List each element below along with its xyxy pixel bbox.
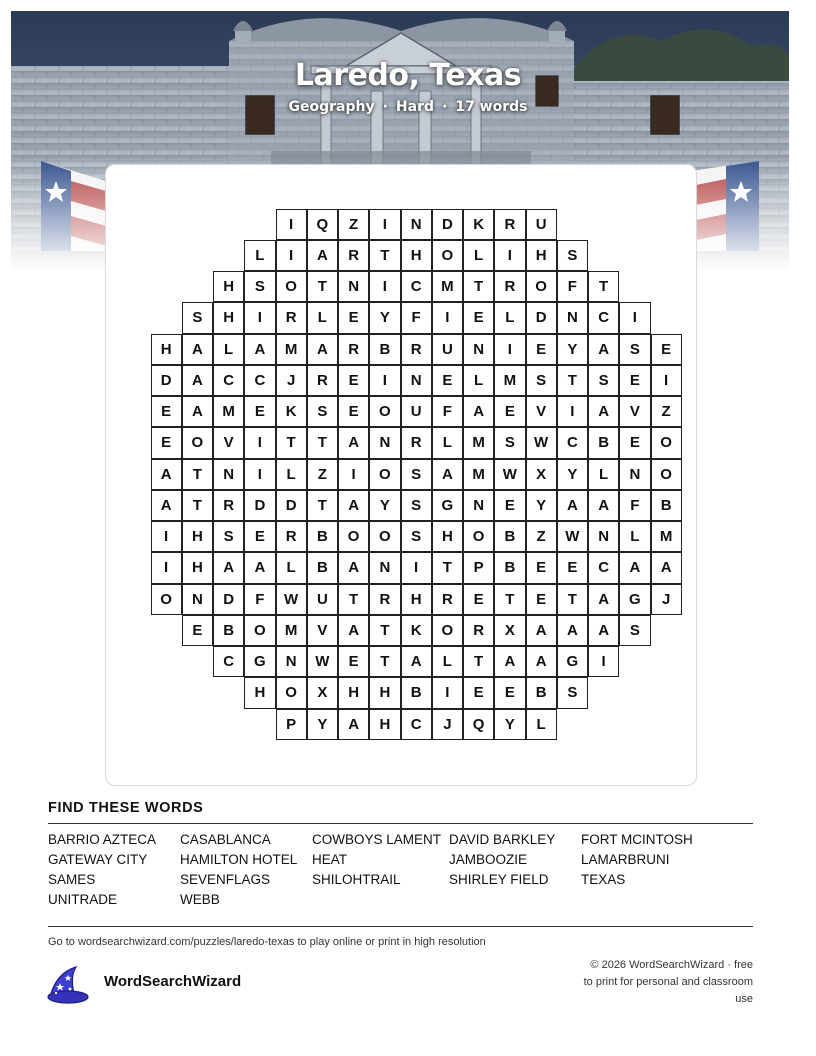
- grid-cell[interactable]: C: [557, 427, 588, 458]
- grid-cell[interactable]: C: [401, 709, 432, 740]
- grid-cell[interactable]: E: [557, 552, 588, 583]
- meta-separator: ·: [442, 99, 448, 115]
- grid-cell[interactable]: T: [307, 427, 338, 458]
- puzzle-meta: [0, 99, 816, 115]
- word-item: SHILOHTRAIL: [312, 872, 401, 887]
- grid-cell[interactable]: J: [276, 365, 307, 396]
- grid-cell[interactable]: R: [494, 209, 525, 240]
- grid-cell[interactable]: A: [338, 490, 369, 521]
- grid-cell[interactable]: S: [307, 396, 338, 427]
- grid-cell[interactable]: N: [369, 552, 400, 583]
- grid-cell[interactable]: P: [276, 709, 307, 740]
- grid-cell[interactable]: A: [401, 646, 432, 677]
- grid-cell[interactable]: I: [151, 552, 182, 583]
- grid-cell[interactable]: O: [432, 615, 463, 646]
- grid-cell[interactable]: E: [338, 646, 369, 677]
- grid-cell[interactable]: O: [369, 459, 400, 490]
- grid-cell[interactable]: R: [369, 584, 400, 615]
- grid-cell[interactable]: T: [463, 271, 494, 302]
- grid-cell[interactable]: F: [619, 490, 650, 521]
- grid-cell[interactable]: E: [494, 677, 525, 708]
- grid-cell[interactable]: T: [307, 490, 338, 521]
- grid-cell[interactable]: O: [651, 427, 682, 458]
- grid-cell[interactable]: T: [494, 584, 525, 615]
- grid-cell[interactable]: B: [494, 552, 525, 583]
- grid-cell[interactable]: T: [276, 427, 307, 458]
- word-item: GATEWAY CITY: [48, 852, 148, 867]
- grid-cell[interactable]: E: [494, 490, 525, 521]
- grid-cell[interactable]: C: [588, 552, 619, 583]
- grid-cell[interactable]: S: [213, 521, 244, 552]
- grid-cell[interactable]: E: [151, 396, 182, 427]
- grid-cell[interactable]: T: [307, 271, 338, 302]
- grid-cell[interactable]: E: [494, 396, 525, 427]
- grid-cell[interactable]: L: [432, 646, 463, 677]
- word-item: HAMILTON HOTEL: [180, 852, 298, 867]
- grid-cell[interactable]: S: [401, 521, 432, 552]
- grid-cell[interactable]: I: [369, 209, 400, 240]
- grid-cell[interactable]: O: [276, 271, 307, 302]
- grid-cell[interactable]: W: [307, 646, 338, 677]
- grid-cell[interactable]: L: [307, 302, 338, 333]
- grid-cell[interactable]: N: [588, 521, 619, 552]
- grid-cell[interactable]: C: [588, 302, 619, 333]
- grid-cell[interactable]: I: [151, 521, 182, 552]
- grid-cell[interactable]: D: [432, 209, 463, 240]
- grid-cell[interactable]: I: [494, 240, 525, 271]
- grid-cell[interactable]: O: [182, 427, 213, 458]
- grid-cell[interactable]: A: [244, 552, 275, 583]
- grid-cell[interactable]: H: [244, 677, 275, 708]
- grid-cell[interactable]: I: [338, 459, 369, 490]
- difficulty-label: Hard: [395, 99, 434, 115]
- grid-cell[interactable]: V: [619, 396, 650, 427]
- grid-cell[interactable]: A: [588, 396, 619, 427]
- grid-cell[interactable]: R: [338, 334, 369, 365]
- grid-cell[interactable]: R: [307, 365, 338, 396]
- grid-cell[interactable]: X: [307, 677, 338, 708]
- grid-cell[interactable]: H: [182, 552, 213, 583]
- grid-cell[interactable]: S: [619, 615, 650, 646]
- grid-cell[interactable]: Y: [369, 302, 400, 333]
- grid-cell[interactable]: P: [463, 552, 494, 583]
- grid-cell[interactable]: A: [338, 615, 369, 646]
- grid-cell[interactable]: H: [401, 240, 432, 271]
- grid-cell[interactable]: B: [526, 677, 557, 708]
- meta-separator: ·: [382, 99, 388, 115]
- grid-cell[interactable]: O: [151, 584, 182, 615]
- grid-cell[interactable]: Q: [463, 709, 494, 740]
- grid-cell[interactable]: O: [276, 677, 307, 708]
- grid-cell[interactable]: B: [307, 552, 338, 583]
- grid-cell[interactable]: A: [338, 709, 369, 740]
- grid-cell[interactable]: N: [557, 302, 588, 333]
- grid-cell[interactable]: U: [401, 396, 432, 427]
- grid-cell[interactable]: O: [526, 271, 557, 302]
- title-block: [0, 58, 816, 115]
- grid-cell[interactable]: K: [276, 396, 307, 427]
- grid-cell[interactable]: L: [276, 552, 307, 583]
- grid-cell[interactable]: M: [494, 365, 525, 396]
- grid-cell[interactable]: T: [588, 271, 619, 302]
- grid-cell[interactable]: O: [432, 240, 463, 271]
- footer-url-text[interactable]: Go to wordsearchwizard.com/puzzles/laredo-texas to play online or print in high resolution: [48, 936, 486, 948]
- word-item: LAMARBRUNI: [581, 852, 670, 867]
- grid-cell[interactable]: E: [182, 615, 213, 646]
- grid-cell[interactable]: N: [401, 209, 432, 240]
- grid-cell[interactable]: R: [401, 427, 432, 458]
- grid-cell[interactable]: S: [619, 334, 650, 365]
- grid-cell[interactable]: L: [526, 709, 557, 740]
- grid-cell[interactable]: E: [244, 396, 275, 427]
- word-count-label: 17 words: [455, 99, 528, 115]
- grid-cell[interactable]: A: [151, 490, 182, 521]
- grid-cell[interactable]: A: [588, 490, 619, 521]
- grid-cell[interactable]: V: [526, 396, 557, 427]
- grid-cell[interactable]: I: [401, 552, 432, 583]
- grid-cell[interactable]: F: [432, 396, 463, 427]
- grid-cell[interactable]: I: [244, 459, 275, 490]
- grid-cell[interactable]: I: [557, 396, 588, 427]
- grid-cell[interactable]: A: [338, 427, 369, 458]
- grid-cell[interactable]: A: [151, 459, 182, 490]
- grid-cell[interactable]: T: [369, 646, 400, 677]
- grid-cell[interactable]: N: [213, 459, 244, 490]
- grid-cell[interactable]: A: [588, 584, 619, 615]
- grid-cell[interactable]: F: [244, 584, 275, 615]
- grid-cell[interactable]: S: [401, 490, 432, 521]
- grid-cell[interactable]: R: [463, 615, 494, 646]
- grid-cell[interactable]: M: [651, 521, 682, 552]
- grid-cell[interactable]: T: [369, 615, 400, 646]
- grid-cell[interactable]: M: [213, 396, 244, 427]
- grid-cell[interactable]: N: [463, 490, 494, 521]
- grid-cell[interactable]: C: [401, 271, 432, 302]
- grid-cell[interactable]: I: [494, 334, 525, 365]
- word-item: TEXAS: [581, 872, 626, 887]
- grid-cell[interactable]: X: [494, 615, 525, 646]
- grid-cell[interactable]: M: [276, 334, 307, 365]
- grid-cell[interactable]: Z: [526, 521, 557, 552]
- grid-cell[interactable]: B: [213, 615, 244, 646]
- wizard-hat-icon: [46, 963, 92, 1005]
- divider: [48, 823, 753, 824]
- grid-cell[interactable]: E: [151, 427, 182, 458]
- grid-cell[interactable]: A: [432, 459, 463, 490]
- grid-cell[interactable]: D: [276, 490, 307, 521]
- grid-cell[interactable]: S: [182, 302, 213, 333]
- grid-cell[interactable]: I: [619, 302, 650, 333]
- grid-cell[interactable]: E: [619, 365, 650, 396]
- grid-cell[interactable]: N: [463, 334, 494, 365]
- grid-cell[interactable]: H: [213, 271, 244, 302]
- grid-cell[interactable]: D: [244, 490, 275, 521]
- grid-cell[interactable]: V: [307, 615, 338, 646]
- grid-cell[interactable]: L: [432, 427, 463, 458]
- grid-cell[interactable]: H: [338, 677, 369, 708]
- divider: [48, 926, 753, 927]
- brand-name: WordSearchWizard: [104, 973, 242, 990]
- grid-cell[interactable]: Y: [307, 709, 338, 740]
- grid-cell[interactable]: O: [369, 521, 400, 552]
- grid-cell[interactable]: C: [213, 365, 244, 396]
- word-item: SEVENFLAGS: [180, 872, 271, 887]
- grid-cell[interactable]: S: [494, 427, 525, 458]
- word-item: DAVID BARKLEY: [449, 832, 556, 847]
- grid-cell[interactable]: A: [526, 646, 557, 677]
- grid-cell[interactable]: L: [494, 302, 525, 333]
- grid-cell[interactable]: T: [432, 552, 463, 583]
- grid-cell[interactable]: D: [526, 302, 557, 333]
- grid-cell[interactable]: U: [432, 334, 463, 365]
- grid-cell[interactable]: R: [432, 584, 463, 615]
- grid-cell[interactable]: H: [369, 709, 400, 740]
- grid-cell[interactable]: B: [401, 677, 432, 708]
- grid-cell[interactable]: I: [244, 427, 275, 458]
- grid-cell[interactable]: E: [463, 584, 494, 615]
- grid-cell[interactable]: L: [463, 240, 494, 271]
- grid-cell[interactable]: T: [369, 240, 400, 271]
- grid-cell[interactable]: E: [244, 521, 275, 552]
- grid-cell[interactable]: A: [213, 552, 244, 583]
- grid-cell[interactable]: W: [557, 521, 588, 552]
- grid-cell[interactable]: L: [244, 240, 275, 271]
- grid-cell[interactable]: L: [463, 365, 494, 396]
- grid-cell[interactable]: H: [151, 334, 182, 365]
- grid-cell[interactable]: D: [213, 584, 244, 615]
- category-label: Geography: [288, 99, 375, 115]
- grid-cell[interactable]: E: [338, 302, 369, 333]
- word-item: COWBOYS LAMENT: [312, 832, 442, 847]
- grid-cell[interactable]: R: [276, 521, 307, 552]
- word-item: HEAT: [312, 852, 348, 867]
- grid-cell[interactable]: M: [463, 459, 494, 490]
- grid-cell[interactable]: S: [557, 240, 588, 271]
- grid-cell[interactable]: E: [526, 552, 557, 583]
- grid-cell[interactable]: A: [338, 552, 369, 583]
- grid-cell[interactable]: T: [463, 646, 494, 677]
- grid-cell[interactable]: H: [213, 302, 244, 333]
- grid-cell[interactable]: E: [526, 334, 557, 365]
- grid-cell[interactable]: I: [276, 240, 307, 271]
- grid-cell[interactable]: W: [526, 427, 557, 458]
- grid-cell[interactable]: H: [182, 521, 213, 552]
- grid-cell[interactable]: A: [182, 334, 213, 365]
- grid-cell[interactable]: T: [557, 365, 588, 396]
- grid-cell[interactable]: I: [432, 302, 463, 333]
- grid-cell[interactable]: G: [557, 646, 588, 677]
- grid-cell[interactable]: X: [526, 459, 557, 490]
- word-item: SAMES: [48, 872, 96, 887]
- word-item: SHIRLEY FIELD: [449, 872, 549, 887]
- grid-cell[interactable]: T: [338, 584, 369, 615]
- grid-cell[interactable]: L: [619, 521, 650, 552]
- grid-cell[interactable]: E: [651, 334, 682, 365]
- grid-cell[interactable]: L: [588, 459, 619, 490]
- grid-cell[interactable]: Z: [651, 396, 682, 427]
- word-item: JAMBOOZIE: [449, 852, 528, 867]
- grid-cell[interactable]: B: [307, 521, 338, 552]
- grid-cell[interactable]: G: [432, 490, 463, 521]
- grid-cell[interactable]: R: [494, 271, 525, 302]
- grid-cell[interactable]: Y: [526, 490, 557, 521]
- grid-cell[interactable]: Y: [494, 709, 525, 740]
- grid-cell[interactable]: A: [182, 396, 213, 427]
- grid-cell[interactable]: N: [182, 584, 213, 615]
- grid-cell[interactable]: T: [557, 584, 588, 615]
- page-title: Laredo, Texas: [294, 58, 522, 93]
- grid-cell[interactable]: O: [338, 521, 369, 552]
- grid-cell[interactable]: H: [369, 677, 400, 708]
- grid-cell[interactable]: S: [244, 271, 275, 302]
- grid-cell[interactable]: L: [276, 459, 307, 490]
- grid-cell[interactable]: S: [588, 365, 619, 396]
- grid-cell[interactable]: E: [463, 302, 494, 333]
- grid-cell[interactable]: M: [463, 427, 494, 458]
- grid-cell[interactable]: S: [401, 459, 432, 490]
- grid-cell[interactable]: C: [244, 365, 275, 396]
- grid-cell[interactable]: Y: [369, 490, 400, 521]
- copyright-text: © 2026 WordSearchWizard · free to print for personal and classroom use: [583, 959, 753, 1005]
- grid-cell[interactable]: B: [651, 490, 682, 521]
- grid-cell[interactable]: E: [526, 584, 557, 615]
- grid-cell[interactable]: I: [369, 271, 400, 302]
- word-list-heading: FIND THESE WORDS: [48, 800, 204, 816]
- grid-cell[interactable]: M: [276, 615, 307, 646]
- grid-cell[interactable]: B: [588, 427, 619, 458]
- grid-cell[interactable]: F: [401, 302, 432, 333]
- grid-cell[interactable]: A: [588, 615, 619, 646]
- grid-cell[interactable]: Y: [557, 459, 588, 490]
- grid-cell[interactable]: O: [463, 521, 494, 552]
- grid-cell[interactable]: K: [401, 615, 432, 646]
- grid-cell[interactable]: M: [432, 271, 463, 302]
- grid-cell[interactable]: Z: [338, 209, 369, 240]
- grid-cell[interactable]: W: [494, 459, 525, 490]
- grid-cell[interactable]: O: [651, 459, 682, 490]
- grid-cell[interactable]: B: [494, 521, 525, 552]
- grid-cell[interactable]: J: [432, 709, 463, 740]
- grid-cell[interactable]: N: [401, 365, 432, 396]
- grid-cell[interactable]: E: [432, 365, 463, 396]
- grid-cell[interactable]: E: [463, 677, 494, 708]
- word-item: BARRIO AZTECA: [48, 832, 157, 847]
- grid-cell[interactable]: I: [244, 302, 275, 333]
- grid-cell[interactable]: B: [369, 334, 400, 365]
- grid-cell[interactable]: A: [651, 552, 682, 583]
- grid-cell[interactable]: S: [526, 365, 557, 396]
- grid-cell[interactable]: A: [307, 240, 338, 271]
- grid-cell[interactable]: R: [213, 490, 244, 521]
- grid-cell[interactable]: L: [213, 334, 244, 365]
- grid-cell[interactable]: T: [182, 490, 213, 521]
- grid-cell[interactable]: A: [182, 365, 213, 396]
- grid-cell[interactable]: I: [588, 646, 619, 677]
- grid-cell[interactable]: N: [619, 459, 650, 490]
- word-item: FORT MCINTOSH: [581, 832, 693, 847]
- grid-cell[interactable]: I: [651, 365, 682, 396]
- grid-cell[interactable]: O: [244, 615, 275, 646]
- grid-cell[interactable]: E: [338, 365, 369, 396]
- grid-cell[interactable]: G: [244, 646, 275, 677]
- grid-cell[interactable]: E: [619, 427, 650, 458]
- grid-cell[interactable]: R: [338, 240, 369, 271]
- grid-cell[interactable]: A: [619, 552, 650, 583]
- grid-cell[interactable]: R: [401, 334, 432, 365]
- grid-cell[interactable]: Y: [557, 334, 588, 365]
- grid-cell[interactable]: K: [463, 209, 494, 240]
- grid-cell[interactable]: A: [463, 396, 494, 427]
- grid-cell[interactable]: A: [557, 490, 588, 521]
- grid-cell[interactable]: Q: [307, 209, 338, 240]
- grid-cell[interactable]: T: [182, 459, 213, 490]
- grid-cell[interactable]: N: [338, 271, 369, 302]
- grid-cell[interactable]: A: [557, 615, 588, 646]
- grid-cell[interactable]: Z: [307, 459, 338, 490]
- word-item: UNITRADE: [48, 892, 118, 907]
- grid-cell[interactable]: N: [369, 427, 400, 458]
- grid-cell[interactable]: I: [432, 677, 463, 708]
- grid-cell[interactable]: N: [276, 646, 307, 677]
- grid-cell[interactable]: A: [588, 334, 619, 365]
- grid-cell[interactable]: H: [432, 521, 463, 552]
- grid-cell[interactable]: I: [276, 209, 307, 240]
- grid-cell[interactable]: C: [213, 646, 244, 677]
- grid-cell[interactable]: A: [494, 646, 525, 677]
- grid-cell[interactable]: F: [557, 271, 588, 302]
- grid-cell[interactable]: W: [276, 584, 307, 615]
- grid-cell[interactable]: U: [307, 584, 338, 615]
- word-item: WEBB: [180, 892, 220, 907]
- word-item: CASABLANCA: [180, 832, 271, 847]
- grid-cell[interactable]: H: [526, 240, 557, 271]
- grid-cell[interactable]: A: [244, 334, 275, 365]
- grid-cell[interactable]: S: [557, 677, 588, 708]
- grid-cell[interactable]: V: [213, 427, 244, 458]
- grid-cell[interactable]: U: [526, 209, 557, 240]
- grid-cell[interactable]: D: [151, 365, 182, 396]
- grid-cell[interactable]: A: [526, 615, 557, 646]
- grid-cell[interactable]: G: [619, 584, 650, 615]
- grid-cell[interactable]: J: [651, 584, 682, 615]
- grid-cell[interactable]: A: [307, 334, 338, 365]
- grid-cell[interactable]: E: [338, 396, 369, 427]
- grid-cell[interactable]: H: [401, 584, 432, 615]
- grid-cell[interactable]: I: [369, 365, 400, 396]
- grid-cell[interactable]: O: [369, 396, 400, 427]
- grid-cell[interactable]: R: [276, 302, 307, 333]
